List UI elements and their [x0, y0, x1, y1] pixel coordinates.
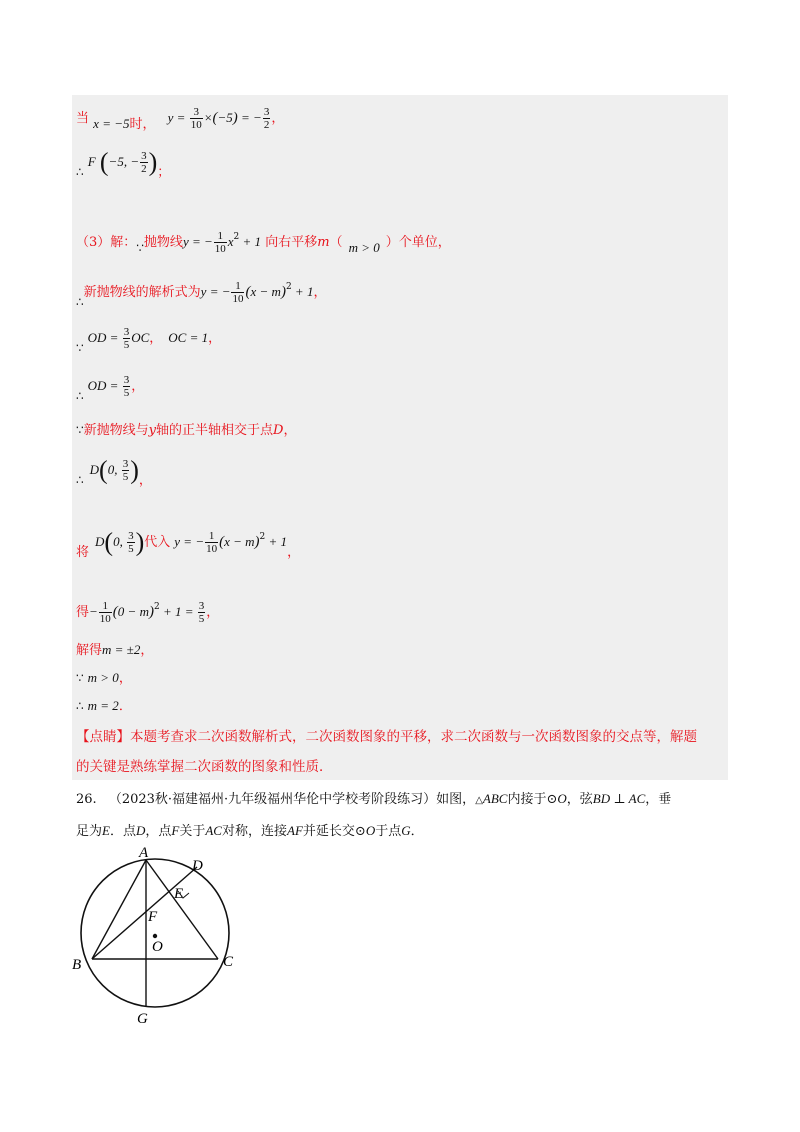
solution-line-OD-OC: ∵OD = $\frac{3}{5}$ OC， OC = 1，: [76, 326, 222, 355]
text-dairu: 代入: [144, 535, 171, 550]
question-line-2: 足为E．点D，点F关于AC对称，连接AF并延长交⊙O于点G．: [76, 823, 424, 839]
text-y: y: [148, 423, 157, 438]
question-line-1: 26. （2023秋·福建福州·九年级福州华伦中学校考阶段练习）如图，△ABC内接于⊙O，弦BD ⊥ AC，垂: [76, 791, 672, 807]
F-coordinates: −5, −: [108, 154, 140, 169]
note-line-2: [76, 758, 333, 776]
text-parabola: 抛物线: [143, 235, 183, 250]
solution-line-solve: 解得m = ±2，: [76, 642, 154, 658]
solution-line-D-point: ∴D(0, $\frac{3}{5}$ )，: [76, 455, 152, 488]
q-text-1: 内接于: [507, 792, 547, 807]
rparen-units: ）个单位，: [385, 235, 451, 250]
text-D: D: [273, 423, 284, 438]
q-text-2: ，弦: [566, 792, 593, 807]
q-text-7: 关于: [179, 824, 206, 839]
text-when-shi: 时，: [129, 117, 156, 132]
text-D-comma: ，: [283, 423, 297, 438]
label-B: B: [72, 957, 82, 973]
solution-line-m-result: ∴ m = 2．: [76, 698, 132, 714]
label-D: D: [192, 858, 203, 874]
q-text-11: ．: [410, 824, 424, 839]
label-F: F: [148, 909, 158, 925]
period: ．: [118, 699, 132, 714]
geometry-figure: [70, 845, 250, 1025]
segment-BD: [92, 867, 197, 959]
q-text-5: ．点: [109, 824, 136, 839]
center-O-dot: [153, 934, 157, 938]
solution-line-part3: （3）解：∵抛物线y = − $\frac{1}{10}$ $x^2 + 1$ 向右平移m（ m > 0 ）个单位，: [76, 230, 451, 255]
solution-line-new-parabola: ∴新抛物线的解析式为y = − $\frac{1}{10}$ $(x - m)^2 + 1$，: [76, 280, 327, 309]
solution-line-m-positive: ∵ m > 0，: [76, 670, 132, 686]
solution-line-equation: 得− $\frac{1}{10}$ $(0 - m)^2 + 1$ = $\frac{3}{5}$ ，: [76, 600, 220, 625]
q-text-10: 于点: [375, 824, 402, 839]
q-text-4: 足为: [76, 824, 103, 839]
q-text-9: 并延长交: [302, 824, 355, 839]
text-jiang: 将: [76, 545, 90, 560]
question-source: （2023秋·福建福州·九年级福州华伦中学校考阶段练习）如图，: [108, 792, 476, 807]
point-F-label: F: [87, 154, 96, 169]
part3-label: （3）解：: [76, 235, 137, 250]
text-jiede: 解得: [76, 643, 103, 658]
label-E: E: [174, 886, 184, 902]
text-new-parabola: 新抛物线的解析式为: [83, 285, 201, 300]
label-C: C: [223, 954, 234, 970]
var-m: m: [317, 235, 330, 250]
label-G: G: [137, 1011, 148, 1025]
q-text-3: ，垂: [645, 792, 672, 807]
question-number: 26.: [76, 792, 97, 807]
solution-line-when-x: 当 x = −5时， y = $\frac{3}{10}$ ×(−5) = − $\frac{3}{2}$ ，: [76, 106, 285, 132]
text-intersect-2: 轴的正半轴相交于点: [156, 423, 274, 438]
circle-O: [81, 859, 229, 1007]
text-de: 得: [76, 605, 90, 620]
solution-line-OD-value: ∴OD = $\frac{3}{5}$ ，: [76, 374, 145, 403]
note-text-2: 的关键是熟练掌握二次函数的图象和性质．: [76, 759, 333, 775]
q-text-8: 对称，连接: [221, 824, 287, 839]
note-text-1: 本题考查求二次函数解析式，二次函数图象的平移，求二次函数与一次函数图象的交点等，解题: [130, 729, 697, 745]
label-O: O: [152, 939, 163, 955]
lparen: （: [329, 235, 343, 250]
text-intersect: 新抛物线与: [83, 423, 149, 438]
segment-AB: [92, 860, 146, 959]
comma2: ，: [149, 331, 163, 346]
text-when: 当: [76, 111, 90, 126]
semicolon: ；: [157, 165, 171, 180]
solution-line-F-point: ∴ F (−5, − $\frac{3}{2}$ )；: [76, 147, 171, 180]
solution-line-intersect: ∵新抛物线与y轴的正半轴相交于点D，: [76, 423, 297, 438]
solution-line-substitute: 将D(0, $\frac{3}{5}$ )代入 y = − $\frac{1}{10}$ $(x - m)^2 + 1$，: [76, 527, 301, 560]
note-label: 【点睛】: [76, 729, 130, 745]
label-A: A: [139, 845, 149, 861]
note-line-1: [76, 728, 697, 746]
text-shift: 向右平移: [265, 235, 318, 250]
comma: ，: [313, 285, 327, 300]
q-text-6: ，点: [145, 824, 172, 839]
